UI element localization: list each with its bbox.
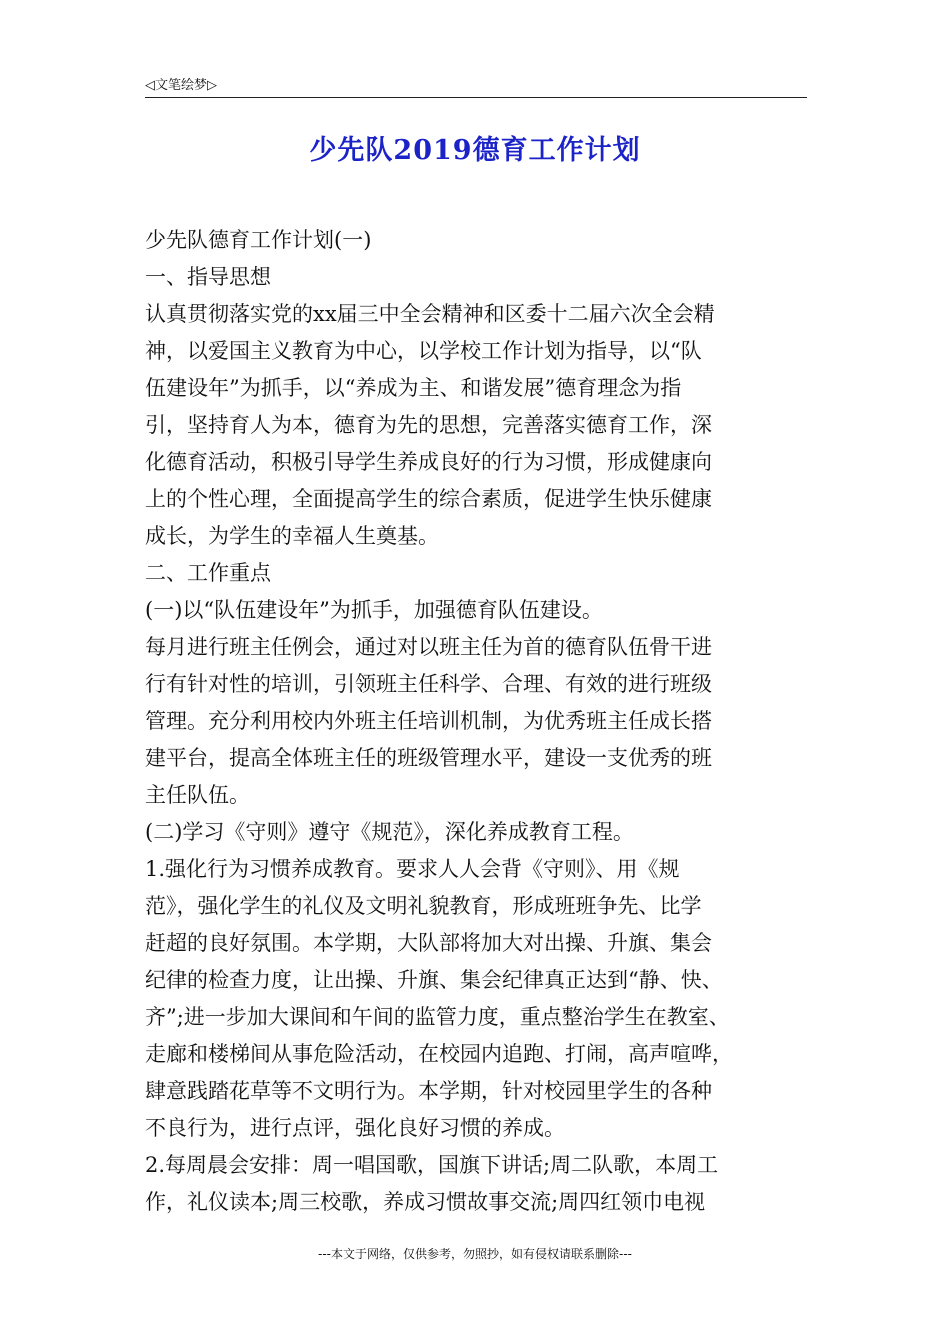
body-line: 主任队伍。	[145, 783, 250, 807]
body-line: 少先队德育工作计划(一)	[145, 228, 372, 252]
body-line: (一)以“队伍建设年”为抓手，加强德育队伍建设。	[145, 598, 603, 622]
body-line: 一、指导思想	[145, 265, 271, 289]
body-line: 1.强化行为习惯养成教育。要求人人会背《守则》、用《规	[145, 857, 680, 881]
body-line: 不良行为，进行点评，强化良好习惯的养成。	[145, 1116, 565, 1140]
body-line: 认真贯彻落实党的xx届三中全会精神和区委十二届六次全会精	[145, 302, 715, 326]
body-line: 化德育活动，积极引导学生养成良好的行为习惯，形成健康向	[145, 450, 712, 474]
body-line: 纪律的检查力度，让出操、升旗、集会纪律真正达到“静、快、	[145, 968, 723, 992]
header-divider	[145, 97, 807, 98]
body-line: 行有针对性的培训，引领班主任科学、合理、有效的进行班级	[145, 672, 712, 696]
document-body	[145, 222, 817, 1221]
body-line: 齐”;进一步加大课间和午间的监管力度，重点整治学生在教室、	[145, 1005, 730, 1029]
page-footer: ---本文于网络，仅供参考，勿照抄，如有侵权请联系删除---	[318, 1247, 632, 1261]
body-line: 成长，为学生的幸福人生奠基。	[145, 524, 439, 548]
body-line: 管理。充分利用校内外班主任培训机制，为优秀班主任成长搭	[145, 709, 712, 733]
body-line: 每月进行班主任例会，通过对以班主任为首的德育队伍骨干进	[145, 635, 712, 659]
body-line: 赶超的良好氛围。本学期，大队部将加大对出操、升旗、集会	[145, 931, 712, 955]
body-line: (二)学习《守则》遵守《规范》，深化养成教育工程。	[145, 820, 634, 844]
body-line: 建平台，提高全体班主任的班级管理水平，建设一支优秀的班	[145, 746, 712, 770]
page-header: ◁文笔绘梦▷	[145, 78, 217, 93]
body-line: 2.每周晨会安排：周一唱国歌，国旗下讲话;周二队歌，本周工	[145, 1153, 719, 1177]
body-line: 神，以爱国主义教育为中心，以学校工作计划为指导，以“队	[145, 339, 702, 363]
body-line: 伍建设年”为抓手，以“养成为主、和谐发展”德育理念为指	[145, 376, 682, 400]
document-title: 少先队2019德育工作计划	[309, 135, 641, 166]
body-line: 走廊和楼梯间从事危险活动，在校园内追跑、打闹，高声喧哗，	[145, 1042, 733, 1066]
body-line: 肆意践踏花草等不文明行为。本学期，针对校园里学生的各种	[145, 1079, 712, 1103]
body-line: 引，坚持育人为本，德育为先的思想，完善落实德育工作，深	[145, 413, 712, 437]
body-line: 作，礼仪读本;周三校歌，养成习惯故事交流;周四红领巾电视	[145, 1190, 706, 1214]
body-line: 范》，强化学生的礼仪及文明礼貌教育，形成班班争先、比学	[145, 894, 702, 918]
body-line: 上的个性心理，全面提高学生的综合素质，促进学生快乐健康	[145, 487, 712, 511]
body-line: 二、工作重点	[145, 561, 271, 585]
